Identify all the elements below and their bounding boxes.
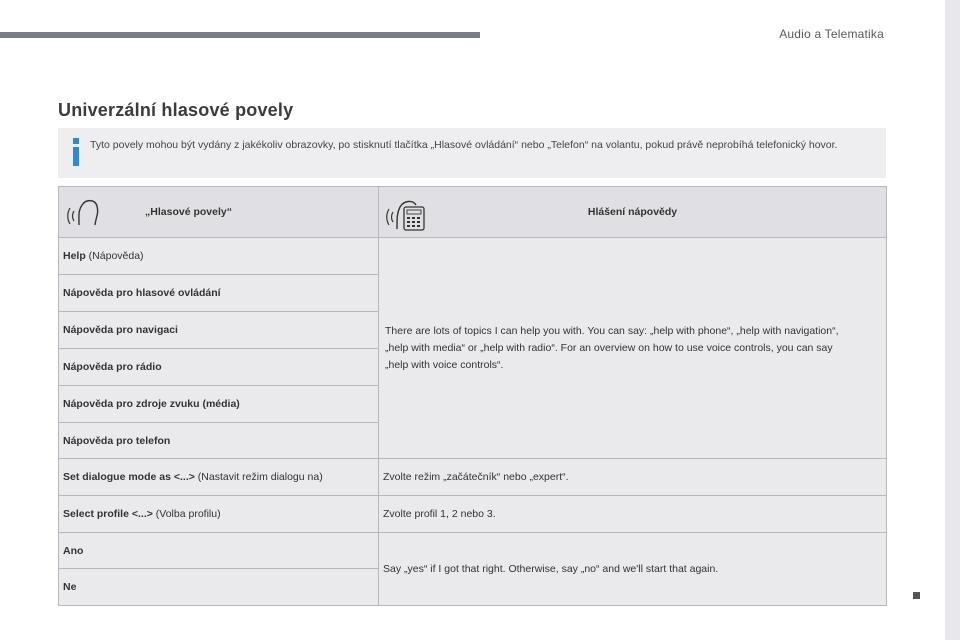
- command-bold: Help: [63, 250, 86, 262]
- yes-no-response: Say „yes“ if I got that right. Otherwise, say „no“ and we'll start that again.: [379, 533, 887, 606]
- responses-header-label: Hlášení nápovědy: [587, 206, 678, 218]
- page-marker: [913, 592, 920, 599]
- command-cell: [59, 275, 379, 312]
- command-cell: [59, 238, 379, 275]
- command-cell: [59, 386, 379, 423]
- table-row: [59, 533, 887, 569]
- command-bold: Nápověda pro telefon: [63, 434, 171, 447]
- command-cell: [59, 349, 379, 386]
- command-note: (Nápověda): [85, 250, 144, 262]
- command-cell: [59, 533, 379, 569]
- info-icon: [70, 138, 82, 166]
- help-response-text: There are lots of topics I can help you with. You can say: „help with phone“, „help with navigation“, „help with media“ or „help with radio“. For an overview on how to use voice controls, you can say „help with voice controls“.: [385, 324, 839, 371]
- command-bold: Set dialogue mode as <...>: [63, 471, 195, 483]
- command-note: (Nastavit režim dialogu na): [194, 471, 323, 483]
- command-bold: Nápověda pro navigaci: [63, 324, 178, 336]
- command-cell: [59, 569, 379, 606]
- command-bold: Select profile <...>: [63, 508, 153, 520]
- command-bold: Ne: [63, 581, 77, 593]
- command-cell: [59, 496, 379, 533]
- command-bold: Nápověda pro hlasové ovládání: [63, 287, 221, 299]
- table-header-row: [59, 187, 887, 238]
- help-response-cell: [379, 238, 887, 459]
- commands-header-label: „Hlasové povely“: [145, 206, 232, 218]
- profile-response: Zvolte profil 1, 2 nebo 3.: [379, 496, 887, 533]
- command-cell: [59, 423, 379, 459]
- table-row: [59, 238, 887, 275]
- commands-header: [59, 187, 379, 238]
- command-bold: Nápověda pro rádio: [63, 361, 162, 373]
- command-bold: Ano: [63, 544, 84, 557]
- header-bar: [0, 32, 480, 38]
- page-edge-strip: [945, 0, 960, 640]
- table-row: [59, 459, 887, 496]
- voice-command-icon: [65, 195, 101, 229]
- command-note: (Volba profilu): [152, 508, 221, 520]
- command-cell: [59, 312, 379, 349]
- responses-header: [379, 187, 887, 238]
- info-box: [58, 128, 886, 178]
- table-row: [59, 496, 887, 533]
- dialogue-mode-response: Zvolte režim „začátečník“ nebo „expert“.: [379, 459, 887, 496]
- info-text: Tyto povely mohou být vydány z jakékoliv obrazovky, po stisknutí tlačítka „Hlasové ovládání“ nebo „Telefon“ na volantu, pokud právě neprobíhá telefonický hovor.: [90, 139, 838, 151]
- command-cell: [59, 459, 379, 496]
- help-message-icon: [385, 195, 427, 231]
- section-title: Audio a Telematika: [779, 27, 884, 41]
- page-title: Univerzální hlasové povely: [58, 100, 294, 120]
- command-bold: Nápověda pro zdroje zvuku (média): [63, 398, 240, 410]
- voice-commands-table: [58, 186, 887, 606]
